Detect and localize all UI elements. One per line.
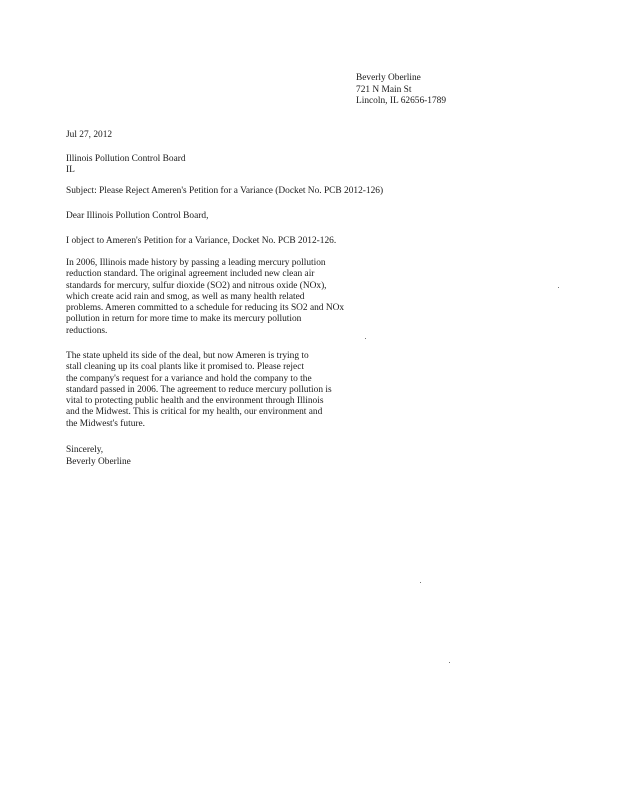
recipient-address	[66, 154, 186, 176]
paragraph-line: The state upheld its side of the deal, but now Ameren is trying to	[66, 351, 309, 361]
paragraph-line: vital to protecting public health and the environment through Illinois	[66, 396, 324, 407]
intro-sentence: I object to Ameren's Petition for a Variance, Docket No. PCB 2012-126.	[66, 236, 337, 246]
recipient-organization: Illinois Pollution Control Board	[66, 154, 186, 164]
paragraph-line: In 2006, Illinois made history by passing a leading mercury pollution	[66, 258, 326, 268]
scan-speck	[365, 338, 366, 339]
sender-name: Beverly Oberline	[356, 73, 421, 83]
letter-date: Jul 27, 2012	[66, 130, 113, 140]
paragraph-line: standard passed in 2006. The agreement to reduce mercury pollution is	[66, 384, 332, 395]
valediction: Sincerely,	[66, 445, 104, 455]
sender-street: 721 N Main St	[356, 84, 412, 95]
scan-speck	[558, 287, 559, 288]
paragraph-line: stall cleaning up its coal plants like it promised to. Please reject	[66, 362, 304, 373]
signature-name: Beverly Oberline	[66, 456, 131, 467]
paragraph-line: the Midwest's future.	[66, 418, 146, 429]
sender-city: Lincoln, IL 62656-1789	[356, 96, 447, 107]
paragraph-line: reductions.	[66, 325, 108, 336]
salutation: Dear Illinois Pollution Control Board,	[66, 211, 209, 221]
letter-closing	[66, 445, 131, 468]
body-paragraph-1	[66, 258, 344, 337]
subject-line: Subject: Please Reject Ameren's Petition for a Variance (Docket No. PCB 2012-126)	[66, 186, 384, 196]
sender-address	[356, 73, 446, 108]
paragraph-line: which create acid rain and smog, as well as many health related	[66, 291, 305, 302]
recipient-state: IL	[66, 165, 75, 176]
paragraph-line: reduction standard. The original agreement included new clean air	[66, 269, 315, 280]
scan-speck	[420, 582, 421, 583]
paragraph-line: the company's request for a variance and hold the company to the	[66, 373, 312, 384]
body-paragraph-2	[66, 351, 332, 430]
paragraph-line: and the Midwest. This is critical for my health, our environment and	[66, 407, 323, 418]
paragraph-line: problems. Ameren committed to a schedule for reducing its SO2 and NOx	[66, 303, 345, 314]
scan-speck	[449, 662, 450, 663]
paragraph-line: standards for mercury, sulfur dioxide (SO2) and nitrous oxide (NOx),	[66, 280, 327, 291]
paragraph-line: pollution in return for more time to make its mercury pollution	[66, 314, 302, 325]
